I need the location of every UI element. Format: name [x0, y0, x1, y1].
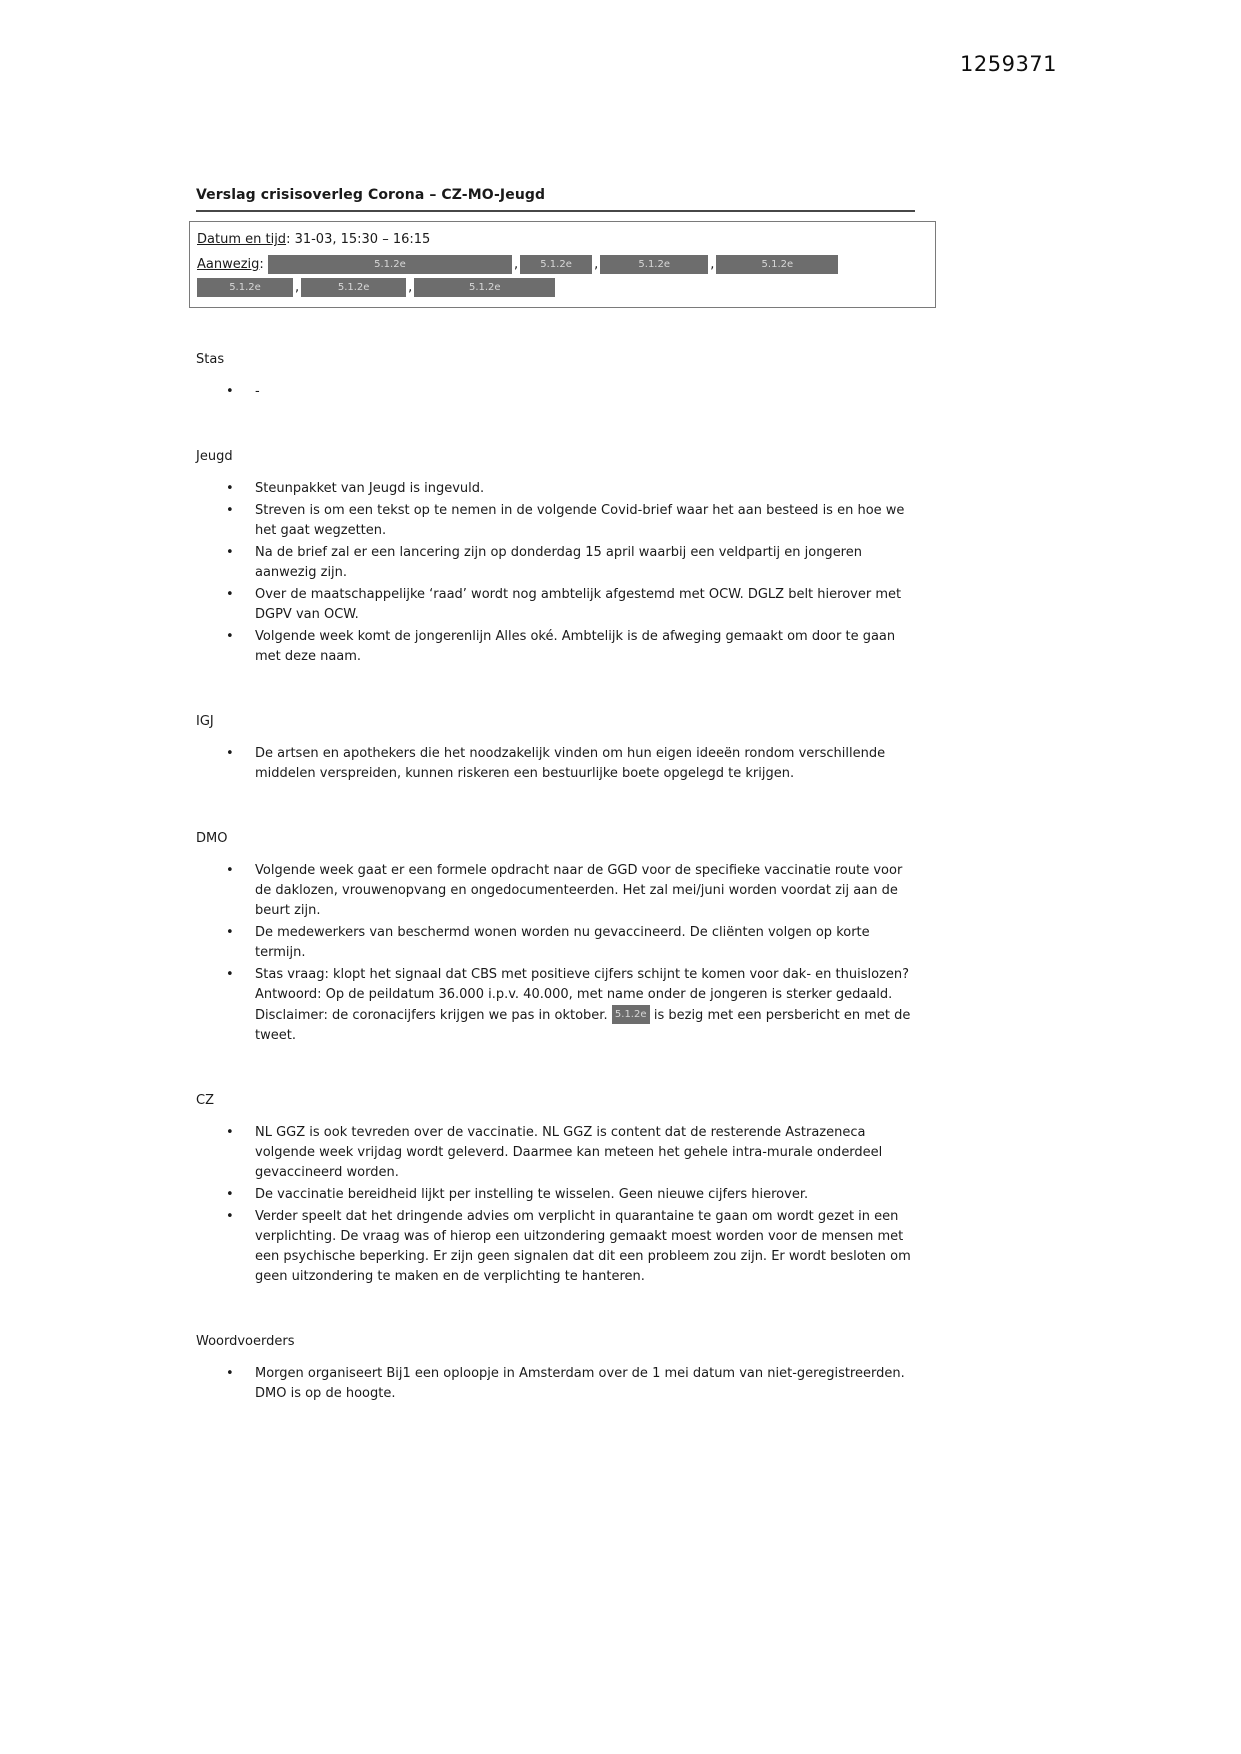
bullet-item: • Steunpakket van Jeugd is ingevuld.: [196, 479, 918, 499]
bullet-list: [196, 382, 918, 402]
redaction-box: 5.1.2e: [520, 255, 592, 274]
separator: ,: [408, 280, 413, 295]
datetime-label: Datum en tijd: [197, 232, 287, 247]
bullet-item: • Streven is om een tekst op te nemen in de volgende Covid-brief waar het aan besteed is en hoe we het gaat wegzetten.: [196, 501, 918, 541]
section-heading: IGJ: [196, 714, 214, 729]
section-heading: Jeugd: [196, 449, 233, 464]
bullet-list: [196, 744, 918, 784]
bullet-item: • Verder speelt dat het dringende advies om verplicht in quarantaine te gaan om wordt gezet in een verplichting. De vraag was of hierop een uitzondering gemaakt moest worden voor de mensen met een psychische beperking. Er zijn geen signalen dat dit een probleem zou zijn. Er wordt besloten om geen uitzondering te maken en de verplichting te hanteren.: [196, 1207, 918, 1287]
separator: ,: [710, 257, 715, 272]
separator: ,: [594, 257, 599, 272]
section-cz: [196, 1092, 918, 1287]
section-heading: DMO: [196, 831, 228, 846]
attendees-colon: :: [259, 257, 268, 272]
section-heading: Stas: [196, 352, 225, 367]
redaction-box: 5.1.2e: [414, 278, 555, 297]
document-title: Verslag crisisoverleg Corona – CZ-MO-Jeugd: [196, 187, 546, 203]
bullet-item: • Na de brief zal er een lancering zijn op donderdag 15 april waarbij een veldpartij en jongeren aanwezig zijn.: [196, 543, 918, 583]
bullet-item: • De artsen en apothekers die het noodzakelijk vinden om hun eigen ideeën rondom verschillende middelen verspreiden, kunnen riskeren een bestuurlijke boete opgelegd te krijgen.: [196, 744, 918, 784]
bullet-item: • De medewerkers van beschermd wonen worden nu gevaccineerd. De cliënten volgen op korte termijn.: [196, 923, 918, 963]
section-jeugd: [196, 448, 918, 667]
sections: [196, 351, 918, 1404]
bullet-list: [196, 861, 918, 1046]
redaction-box: 5.1.2e: [612, 1005, 650, 1024]
bullet-item: • Morgen organiseert Bij1 een oploopje in Amsterdam over de 1 mei datum van niet-geregistreerden. DMO is op de hoogte.: [196, 1364, 918, 1404]
title-block: [196, 187, 915, 212]
datetime-line: [197, 230, 928, 249]
datetime-value: : 31-03, 15:30 – 16:15: [286, 232, 431, 247]
section-woordvoerders: [196, 1333, 918, 1404]
bullet-item: • Volgende week gaat er een formele opdracht naar de GGD voor de specifieke vaccinatie route voor de daklozen, vrouwenopvang en ongedocumenteerden. Het zal mei/juni worden voordat zij aan de beurt zijn.: [196, 861, 918, 921]
document-number: 1259371: [960, 52, 1058, 76]
section-dmo: [196, 830, 918, 1046]
separator: ,: [295, 280, 300, 295]
section-igj: [196, 713, 918, 784]
section-stas: [196, 351, 918, 402]
bullet-list: [196, 1364, 918, 1404]
meta-box: [189, 221, 936, 308]
redaction-box: 5.1.2e: [301, 278, 406, 297]
bullet-list: [196, 479, 918, 667]
attendees-block: [197, 255, 928, 298]
redaction-box: 5.1.2e: [268, 255, 512, 274]
separator: ,: [513, 257, 519, 272]
redaction-box: 5.1.2e: [600, 255, 708, 274]
redaction-box: 5.1.2e: [716, 255, 838, 274]
bullet-item: • NL GGZ is ook tevreden over de vaccinatie. NL GGZ is content dat de resterende Astrazeneca volgende week vrijdag wordt geleverd. Daarmee kan meteen het gehele intra-murale onderdeel gevaccineerd worden.: [196, 1123, 918, 1183]
section-heading: CZ: [196, 1093, 214, 1108]
bullet-item: • De vaccinatie bereidheid lijkt per instelling te wisselen. Geen nieuwe cijfers hierover.: [196, 1185, 918, 1205]
section-heading: Woordvoerders: [196, 1334, 295, 1349]
redaction-box: 5.1.2e: [197, 278, 293, 297]
document-content: [196, 187, 918, 1406]
attendees-row: [197, 278, 928, 298]
bullet-item: • -: [196, 382, 918, 402]
bullet-item: • Stas vraag: klopt het signaal dat CBS met positieve cijfers schijnt te komen voor dak- en thuislozen? Antwoord: Op de peildatum 36.000 i.p.v. 40.000, met name onder de jongeren is sterker gedaald. Disclaimer: de coronacijfers krijgen we pas in oktober. 5.1.2e is bezig met een persbericht en met de tweet.: [196, 965, 918, 1046]
bullet-item: • Over de maatschappelijke ‘raad’ wordt nog ambtelijk afgestemd met OCW. DGLZ belt hierover met DGPV van OCW.: [196, 585, 918, 625]
attendees-label: Aanwezig: [197, 257, 260, 272]
attendees-row: [197, 255, 928, 275]
bullet-list: [196, 1123, 918, 1287]
bullet-item: • Volgende week komt de jongerenlijn Alles oké. Ambtelijk is de afweging gemaakt om door te gaan met deze naam.: [196, 627, 918, 667]
